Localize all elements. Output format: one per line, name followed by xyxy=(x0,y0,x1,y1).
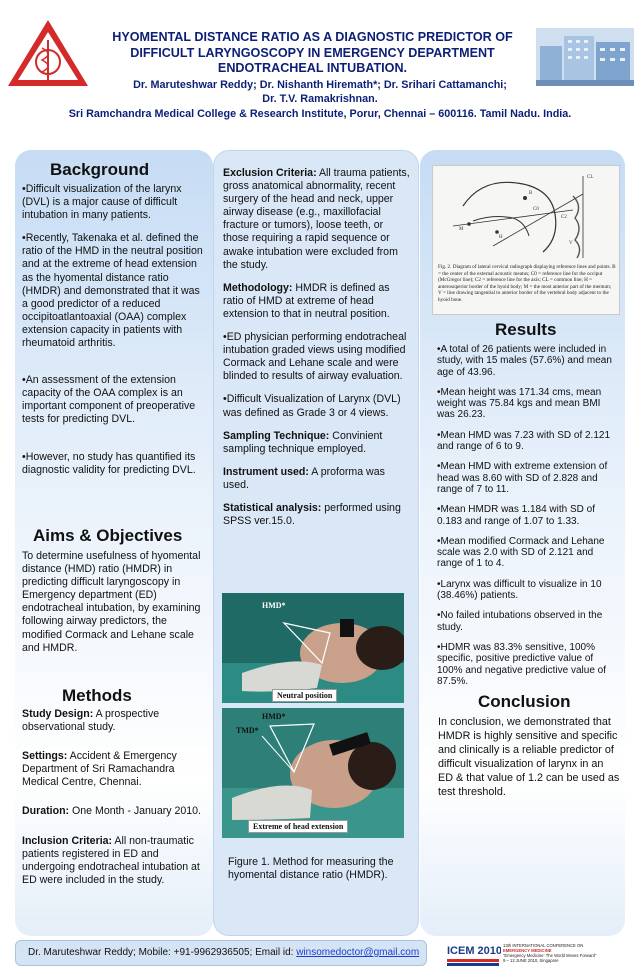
background-point-4: •However, no study has quantified its diagnostic validity for predicting DVL. xyxy=(22,450,196,476)
author-list xyxy=(60,78,580,106)
background-point-3: •An assessment of the extension capacity of the OAA complex is an important component of preoperative tests for predicting DVL. xyxy=(22,374,196,426)
xray-figure-caption: Fig. 2. Diagram of lateral cervical radiograph displaying reference lines and points. B = the center of the external acoustic meatus; C0 = reference line for the occiput (McGregor line); C2 = reference line for the axis; CL = common line; H = anterosuperior border of the hyoid body; M = the most anterior part of the mentum; V = line drawing tangential to anterior border of the vertebral body adjacent to the hyoid bone. xyxy=(438,264,616,303)
study-design: Study Design: A prospective observational study. xyxy=(22,708,160,734)
tmd-label-extension: TMD* xyxy=(236,726,259,735)
ed-physician-point: •ED physician performing endotracheal intubation graded views using modified Cormack and Lehane scale and were blinded to results of airway evaluation. xyxy=(223,331,407,383)
authors-line-2: Dr. T.V. Ramakrishnan. xyxy=(262,93,378,105)
conclusion-heading: Conclusion xyxy=(478,692,571,711)
results-heading: Results xyxy=(495,320,557,339)
result-item: •Mean modified Cormack and Lehane scale was 2.0 with SD of 2.121 and range of 1 to 4. xyxy=(437,535,605,570)
aims-heading: Aims & Objectives xyxy=(33,526,183,545)
duration: Duration: One Month - January 2010. xyxy=(22,805,201,818)
poster-header xyxy=(0,0,638,140)
extension-position-photo xyxy=(222,708,404,838)
result-item: •Mean HMD with extreme extension of head was 8.60 with SD of 2.828 and range of 7 to 11. xyxy=(437,461,608,495)
result-item: •Mean HMDR was 1.184 with SD of 0.183 and range of 1.07 to 1.33. xyxy=(437,504,596,527)
email-link[interactable]: winsomedoctor@gmail.com xyxy=(296,947,420,958)
methods-section xyxy=(22,708,208,897)
svg-text:C2: C2 xyxy=(561,215,567,220)
methods-heading: Methods xyxy=(62,686,132,705)
statistical-analysis: Statistical analysis: performed using SPSS ver.15.0. xyxy=(223,501,401,528)
exclusion-criteria: Exclusion Criteria: All trauma patients, gross anatomical abnormality, recent surgery of the head and neck, upper airway disease (e.g., maxillofacial fracture or tumors), loose teeth, or those requiring a rapid sequence or awake intubation were excluded from the study. xyxy=(223,167,410,271)
figure-1-caption: Figure 1. Method for measuring the hyomental distance ratio (HMDR). xyxy=(228,856,394,882)
svg-text:B: B xyxy=(529,191,533,196)
icem-details: 13th INTERNATIONAL CONFERENCE ON EMERGENCY MEDICINE “Emergency Medicine: The World Moves Forward” 9 – 12 JUNE 2010, Singapore xyxy=(503,943,597,963)
conclusion-text: In conclusion, we demonstrated that HMDR is highly sensitive and specific and clinically is a reliable predictor of difficult visualization of larynx in an ED & that value of 1.2 can be used as test threshold. xyxy=(438,716,620,798)
hmd-label-neutral: HMD* xyxy=(262,601,286,610)
svg-text:V: V xyxy=(569,241,573,246)
authors-line-1: Dr. Maruteshwar Reddy; Dr. Nishanth Hiremath*; Dr. Srihari Cattamanchi; xyxy=(133,79,507,91)
background-section xyxy=(22,183,208,487)
hospital-building-photo xyxy=(536,28,634,86)
svg-text:CL: CL xyxy=(587,175,594,180)
extension-position-label: Extreme of head extension xyxy=(248,820,348,833)
svg-text:H: H xyxy=(499,235,503,240)
icem-conference-banner xyxy=(445,940,635,970)
neutral-position-label: Neutral position xyxy=(272,689,337,702)
icem-logo xyxy=(445,940,501,970)
inclusion-criteria: Inclusion Criteria: All non-traumatic patients registered in ED and undergoing endotracheal intubation at ED were included in the study. xyxy=(22,834,200,886)
sampling-technique: Sampling Technique: Convinient sampling technique employed. xyxy=(223,429,383,455)
hmd-label-extension: HMD* xyxy=(262,712,286,721)
institute-line: Sri Ramchandra Medical College & Research Institute, Porur, Chennai – 600116. Tamil Nadu. India. xyxy=(68,108,572,120)
neutral-position-photo xyxy=(222,593,404,703)
result-item: •Mean height was 171.34 cms, mean weight was 75.84 kgs and mean BMI was 26.23. xyxy=(437,386,602,421)
background-point-2: •Recently, Takenaka et al. defined the ratio of the HMD in the neutral position and at the extreme of head extension as the hyomental distance ratio (HMDR) and demonstrated that it was a good predictor of a reduced occipitoatlantoaxial (OAA) complex extension capacity in patients with rheumatoid arthritis. xyxy=(22,232,203,350)
instrument-used: Instrument used: A proforma was used. xyxy=(223,465,385,491)
middle-section xyxy=(223,167,411,538)
aims-text: To determine usefulness of hyomental distance (HMD) ratio (HMDR) in predicting difficult laryngoscopy in Emergency department (ED) endotracheal intubation, by examining following airway predictors, the modified Cormack and Lehane scale and HMDR. xyxy=(22,550,201,654)
result-item: •No failed intubations observed in the study. xyxy=(437,610,603,633)
settings: Settings: Accident & Emergency Department of Sri Ramachandra Medical Centre, Chennai. xyxy=(22,750,177,789)
results-list xyxy=(437,344,619,697)
contact-footer xyxy=(15,940,427,966)
result-item: •A total of 26 patients were included in study, with 15 males (57.6%) and mean age of 43.96. xyxy=(437,344,612,378)
result-item: •Mean HMD was 7.23 with SD of 2.121 and range of 6 to 9. xyxy=(437,429,611,453)
result-item: •HDMR was 83.3% sensitive, 100% specific, positive predictive value of 100% and negative predictive value of 87.5%. xyxy=(437,641,607,687)
background-heading: Background xyxy=(50,160,150,179)
icem-logo-text: ICEM 2010 xyxy=(447,945,501,957)
contact-details: Dr. Maruteshwar Reddy; Mobile: +91-9962936505; Email id: winsomedoctor@gmail.com xyxy=(28,947,420,958)
svg-text:C0: C0 xyxy=(533,207,539,212)
methodology: Methodology: HMDR is defined as ratio of HMD at extreme of head extension to that in neutral position. xyxy=(223,281,390,320)
lateral-cervical-radiograph-diagram xyxy=(433,166,619,262)
result-item: •Larynx was difficult to visualize in 10 (38.46%) patients. xyxy=(437,578,602,602)
poster-title: HYOMENTAL DISTANCE RATIO AS A DIAGNOSTIC PREDICTOR OF DIFFICULT LARYNGOSCOPY IN EMERGENCY DEPARTMENT ENDOTRACHEAL INTUBATION. xyxy=(112,30,513,75)
background-point-1: •Difficult visualization of the larynx (DVL) is a major cause of difficult intubation in many patients. xyxy=(22,183,182,222)
dvl-definition-point: •Difficult Visualization of Larynx (DVL) was defined as Grade 3 or 4 views. xyxy=(223,393,401,419)
neutral-position-image xyxy=(222,593,404,703)
svg-text:M: M xyxy=(459,227,464,232)
